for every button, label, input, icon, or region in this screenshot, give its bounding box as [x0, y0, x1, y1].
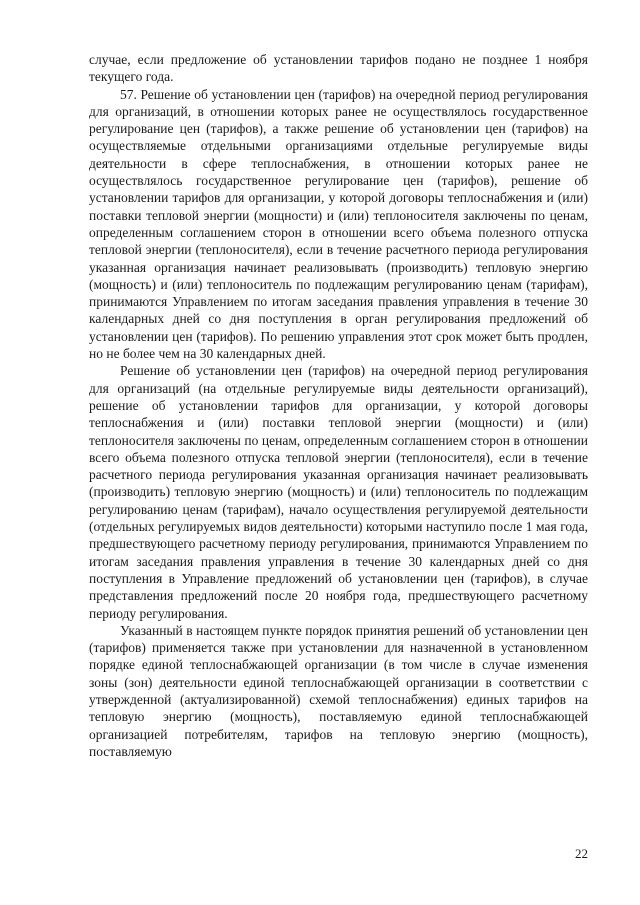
body-text: [89, 51, 588, 760]
paragraph-clause-57: 57. Решение об установлении цен (тарифов) на очередной период регулирования для организаций, в отношении которых ранее не осуществлялось государственное регулирование цен (тарифов), а также решение об установлении цен (тарифов) на осуществляемые отдельными организациями отдельные регулируемые виды деятельности в сфере теплоснабжения, в отношении которых ранее не осуществлялось государственное регулирование цен (тарифов), решение об установлении тарифов для организации, у которой договоры теплоснабжения и (или) поставки тепловой энергии (мощности) и (или) теплоносителя заключены по ценам, определенным соглашением сторон в отношении всего объема полезного отпуска тепловой энергии (теплоносителя), если в течение расчетного периода регулирования указанная организация начинает реализовывать (производить) тепловую энергию (мощность) и (или) теплоноситель по подлежащим регулированию ценам (тарифам), принимаются Управлением по итогам заседания правления управления в течение 30 календарных дней со дня поступления в орган регулирования предложений об установлении цен (тарифов). По решению управления этот срок может быть продлен, но не более чем на 30 календарных дней.: [89, 86, 588, 362]
paragraph-decision: Решение об установлении цен (тарифов) на очередной период регулирования для организаций (на отдельные регулируемые виды деятельности организаций), решение об установлении тарифов для организации, у которой договоры теплоснабжения и (или) поставки тепловой энергии (мощности) и (или) теплоносителя заключены по ценам, определенным соглашением сторон в отношении всего объема полезного отпуска тепловой энергии (теплоносителя), если в течение расчетного периода регулирования указанная организация начинает реализовывать (производить) тепловую энергию (мощность) и (или) теплоноситель по подлежащим регулированию ценам (тарифам), начало осуществления регулируемой деятельности (отдельных регулируемых видов деятельности) которыми наступило после 1 мая года, предшествующего расчетному периоду регулирования, принимаются Управлением по итогам заседания правления управления в течение 30 календарных дней со дня поступления в Управление предложений об установлении цен (тарифов), в случае представления предложений после 20 ноября года, предшествующего расчетному периоду регулирования.: [89, 363, 588, 621]
paragraph-continuation: случае, если предложение об установлении тарифов подано не позднее 1 ноября текущего года.: [89, 52, 588, 85]
page-number: 22: [575, 846, 588, 861]
paragraph-procedure: Указанный в настоящем пункте порядок принятия решений об установлении цен (тарифов) применяется также при установлении для назначенной в установленном порядке единой теплоснабжающей организации (в том числе в случае изменения зоны (зон) деятельности единой теплоснабжающей организации в соответствии с утвержденной (актуализированной) схемой теплоснабжения) единых тарифов на тепловую энергию (мощность), поставляемую единой теплоснабжающей организацией потребителям, тарифов на тепловую энергию (мощность), поставляемую: [89, 622, 588, 759]
